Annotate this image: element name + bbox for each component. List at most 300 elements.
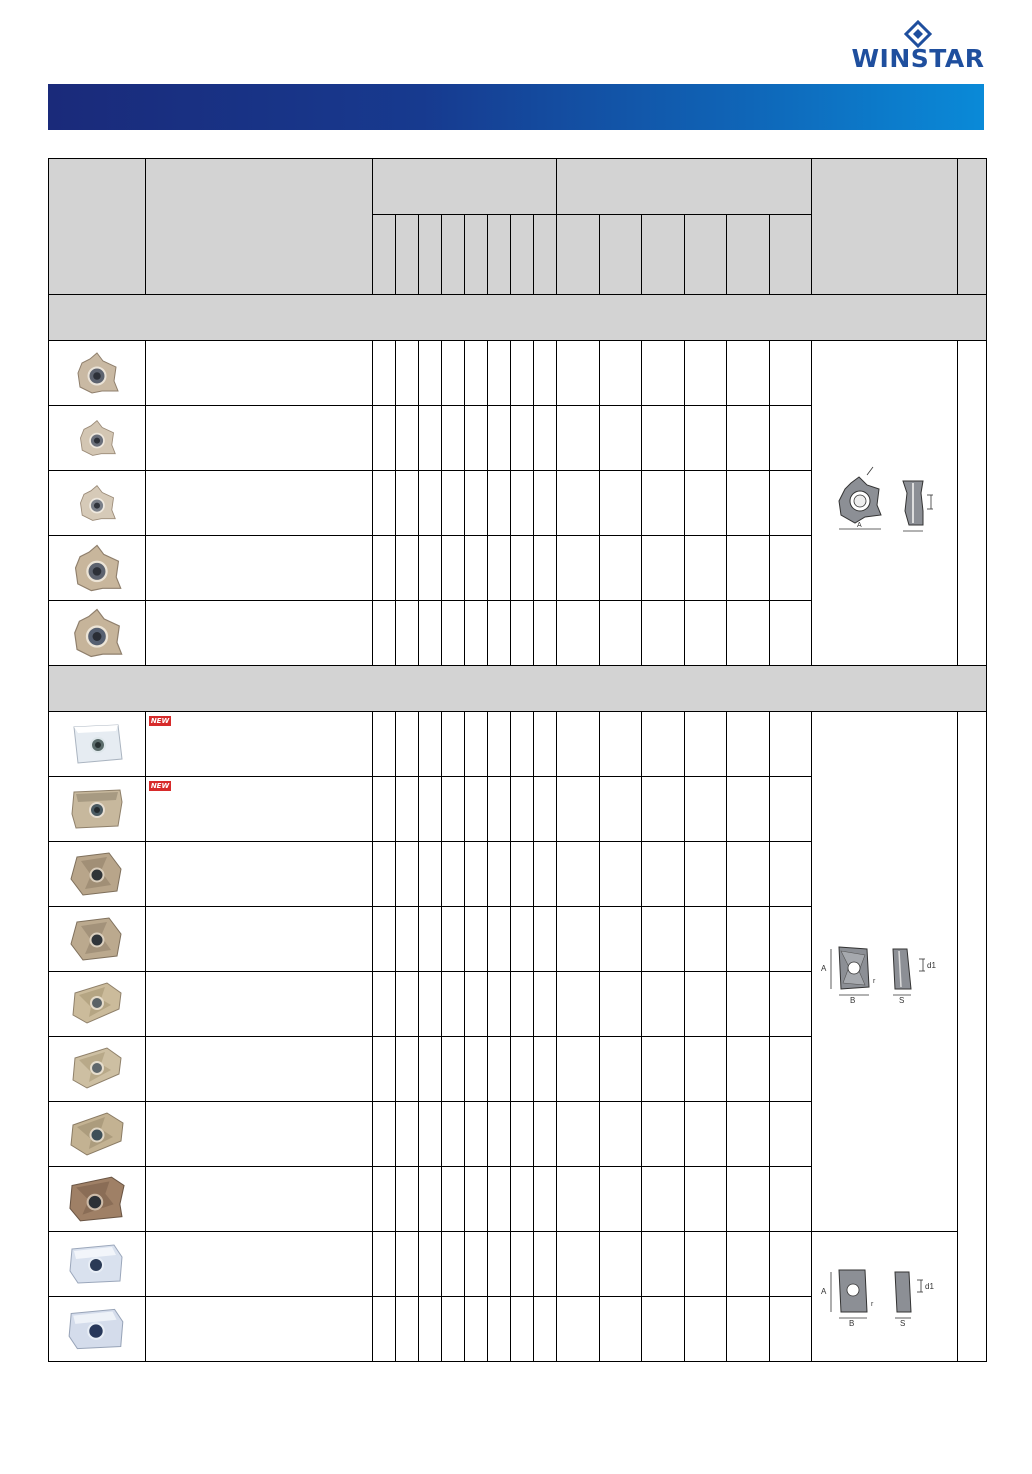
dimension-cell	[685, 1297, 727, 1362]
insert-table	[48, 158, 987, 1362]
rect-insert-icon	[66, 786, 128, 832]
insert-image	[49, 1167, 146, 1232]
designation-cell	[146, 341, 373, 406]
grade-cell	[442, 1102, 465, 1167]
header-banner	[48, 84, 984, 130]
grade-cell	[534, 1102, 557, 1167]
grade-cell	[511, 1297, 534, 1362]
grade-cell	[511, 1037, 534, 1102]
grade-cell	[488, 341, 511, 406]
grade-cell	[511, 341, 534, 406]
grade-cell	[534, 601, 557, 666]
designation-cell	[146, 1297, 373, 1362]
grade-cell	[442, 1167, 465, 1232]
dimension-cell	[685, 972, 727, 1037]
dimension-cell	[600, 341, 642, 406]
diagram-label-b: B	[848, 1318, 854, 1328]
grade-cell	[534, 712, 557, 777]
grade-cell	[442, 1037, 465, 1102]
dimension-cell	[727, 842, 770, 907]
grade-cell	[488, 907, 511, 972]
grade-cell	[396, 1037, 419, 1102]
dimension-cell	[727, 1297, 770, 1362]
grade-cell	[396, 1232, 419, 1297]
dimension-cell	[770, 1297, 812, 1362]
designation-cell	[146, 1102, 373, 1167]
dimension-col-header	[770, 215, 812, 295]
dimension-cell	[770, 601, 812, 666]
grade-cell	[488, 842, 511, 907]
insert-image	[49, 1037, 146, 1102]
dimension-cell	[727, 1232, 770, 1297]
grade-cell	[419, 1167, 442, 1232]
grade-cell	[373, 1102, 396, 1167]
grade-cell	[419, 842, 442, 907]
insert-image	[49, 471, 146, 536]
insert-image	[49, 406, 146, 471]
rect-insert-icon	[67, 849, 127, 899]
grade-cell	[373, 1037, 396, 1102]
dimension-cell	[685, 1037, 727, 1102]
page-ref-cell	[958, 712, 987, 1362]
grade-cell	[419, 536, 442, 601]
grade-cell	[465, 601, 488, 666]
dimension-col-header	[600, 215, 642, 295]
grade-cell	[419, 341, 442, 406]
dimension-cell	[642, 1167, 685, 1232]
grade-cell	[534, 341, 557, 406]
dimension-cell	[557, 1102, 600, 1167]
dimension-cell	[685, 471, 727, 536]
dimension-cell	[642, 1297, 685, 1362]
dimension-cell	[642, 1102, 685, 1167]
grade-cell	[488, 777, 511, 842]
grade-cell	[442, 471, 465, 536]
insert-image	[49, 842, 146, 907]
grade-cell	[511, 907, 534, 972]
dimension-cell	[727, 601, 770, 666]
grade-cell	[396, 1297, 419, 1362]
wedge-insert-icon	[77, 418, 117, 458]
dimension-col-header	[642, 215, 685, 295]
dimension-cell	[600, 536, 642, 601]
grade-cell	[465, 1167, 488, 1232]
grade-cell	[442, 777, 465, 842]
dimension-cell	[600, 1232, 642, 1297]
dimension-cell	[727, 712, 770, 777]
grade-cell	[465, 471, 488, 536]
insert-image	[49, 1102, 146, 1167]
diagram-label-r: r	[870, 1300, 873, 1308]
grade-cell	[419, 777, 442, 842]
dimension-cell	[557, 471, 600, 536]
dimension-cell	[642, 471, 685, 536]
dimension-cell	[770, 907, 812, 972]
dimension-cell	[600, 601, 642, 666]
grade-cell	[488, 406, 511, 471]
designation-cell	[146, 972, 373, 1037]
grade-cell	[396, 1102, 419, 1167]
grade-cell	[396, 1167, 419, 1232]
grade-cell	[442, 842, 465, 907]
insert-image	[49, 601, 146, 666]
dimension-cell	[557, 1167, 600, 1232]
designation-cell	[146, 712, 373, 777]
dimension-cell	[600, 842, 642, 907]
grade-cell	[419, 972, 442, 1037]
grade-cell	[534, 777, 557, 842]
grade-cell	[396, 907, 419, 972]
grade-cell	[488, 1037, 511, 1102]
grade-cell	[396, 601, 419, 666]
grade-cell	[442, 712, 465, 777]
winstar-logo	[848, 20, 988, 72]
grade-cell	[419, 601, 442, 666]
new-badge: NEW	[150, 782, 170, 790]
grade-cell	[534, 907, 557, 972]
dimension-cell	[600, 1102, 642, 1167]
dimension-cell	[685, 842, 727, 907]
dimension-cell	[642, 842, 685, 907]
grade-cell	[511, 1102, 534, 1167]
dimension-cell	[727, 777, 770, 842]
dimension-cell	[557, 972, 600, 1037]
rect-insert-icon	[65, 1305, 129, 1353]
dimension-cell	[727, 406, 770, 471]
grade-cell	[465, 712, 488, 777]
dimension-cell	[685, 712, 727, 777]
grade-cell	[511, 712, 534, 777]
dimension-cell	[727, 1037, 770, 1102]
dimension-cell	[642, 406, 685, 471]
grade-cell	[465, 1297, 488, 1362]
grade-cell	[373, 1297, 396, 1362]
dimension-cell	[770, 1037, 812, 1102]
grade-cell	[419, 712, 442, 777]
rect-dimension-diagram-1	[815, 937, 955, 1007]
dimension-col-header	[727, 215, 770, 295]
grade-cell	[465, 1037, 488, 1102]
insert-image	[49, 1232, 146, 1297]
grade-cell	[534, 1167, 557, 1232]
designation-cell	[146, 406, 373, 471]
grade-cell	[511, 842, 534, 907]
dimension-cell	[642, 907, 685, 972]
section-header-2	[49, 666, 987, 712]
grade-col-header	[534, 215, 557, 295]
dimension-cell	[770, 712, 812, 777]
grade-col-header	[396, 215, 419, 295]
header-grade-group	[373, 159, 557, 215]
dimension-cell	[557, 842, 600, 907]
dimension-cell	[557, 777, 600, 842]
grade-col-header	[442, 215, 465, 295]
diagram-label-d1: d1	[924, 1281, 934, 1291]
dimension-cell	[685, 406, 727, 471]
rect-insert-icon	[65, 1173, 129, 1225]
insert-image	[49, 1297, 146, 1362]
dimension-cell	[557, 1037, 600, 1102]
grade-cell	[465, 1102, 488, 1167]
dimension-cell	[600, 1297, 642, 1362]
dimension-cell	[727, 1167, 770, 1232]
dimension-cell	[685, 1102, 727, 1167]
dimension-cell	[770, 536, 812, 601]
designation-cell	[146, 1232, 373, 1297]
grade-cell	[442, 1232, 465, 1297]
designation-cell	[146, 601, 373, 666]
grade-cell	[465, 341, 488, 406]
dimension-cell	[642, 601, 685, 666]
grade-cell	[534, 1037, 557, 1102]
insert-image	[49, 712, 146, 777]
dimension-cell	[600, 907, 642, 972]
grade-cell	[442, 406, 465, 471]
dimension-cell	[685, 1167, 727, 1232]
diagram-label-a: A	[820, 1286, 826, 1296]
grade-cell	[373, 601, 396, 666]
diagram-label-d1: d1	[926, 960, 936, 970]
designation-cell	[146, 471, 373, 536]
grade-cell	[534, 471, 557, 536]
designation-cell	[146, 777, 373, 842]
header-image-col	[49, 159, 146, 295]
dimension-cell	[770, 842, 812, 907]
header-page-col	[958, 159, 987, 295]
dimension-cell	[600, 471, 642, 536]
rect-insert-icon	[67, 979, 127, 1029]
grade-cell	[534, 842, 557, 907]
grade-cell	[396, 842, 419, 907]
insert-image	[49, 536, 146, 601]
grade-cell	[488, 471, 511, 536]
grade-col-header	[488, 215, 511, 295]
grade-col-header	[511, 215, 534, 295]
dimension-cell	[727, 972, 770, 1037]
designation-cell	[146, 536, 373, 601]
grade-cell	[396, 341, 419, 406]
designation-cell	[146, 842, 373, 907]
diagram-label-a: A	[856, 522, 862, 529]
grade-cell	[488, 601, 511, 666]
header-diagram-col	[812, 159, 958, 295]
grade-cell	[534, 406, 557, 471]
dimension-cell	[600, 972, 642, 1037]
grade-cell	[488, 1102, 511, 1167]
grade-cell	[442, 536, 465, 601]
wedge-dimension-diagram	[815, 463, 955, 543]
grade-cell	[465, 1232, 488, 1297]
logo-text: WINSTAR	[851, 44, 985, 73]
rect-dimension-diagram-2	[815, 1262, 955, 1332]
dimension-cell	[557, 536, 600, 601]
wedge-insert-icon	[77, 483, 117, 523]
rect-insert-icon	[67, 914, 127, 964]
insert-image	[49, 972, 146, 1037]
diagram-label-a: A	[820, 963, 826, 973]
grade-col-header	[465, 215, 488, 295]
grade-cell	[534, 536, 557, 601]
grade-cell	[396, 471, 419, 536]
diagram-label-b: B	[849, 995, 855, 1005]
grade-cell	[373, 341, 396, 406]
dimension-cell	[600, 406, 642, 471]
grade-cell	[419, 1232, 442, 1297]
rect-insert-icon	[67, 1044, 127, 1094]
grade-cell	[488, 536, 511, 601]
dimension-cell	[557, 712, 600, 777]
dimension-cell	[727, 1102, 770, 1167]
dimension-cell	[642, 712, 685, 777]
grade-cell	[511, 777, 534, 842]
new-badge: NEW	[150, 717, 170, 725]
grade-cell	[419, 907, 442, 972]
grade-cell	[511, 536, 534, 601]
dimension-cell	[600, 1167, 642, 1232]
square-insert-icon	[68, 721, 126, 767]
dimension-cell	[642, 972, 685, 1037]
dimension-cell	[685, 341, 727, 406]
grade-cell	[373, 1232, 396, 1297]
grade-cell	[511, 972, 534, 1037]
designation-cell	[146, 907, 373, 972]
grade-cell	[488, 972, 511, 1037]
insert-image	[49, 907, 146, 972]
grade-cell	[534, 972, 557, 1037]
dimension-cell	[727, 907, 770, 972]
insert-image	[49, 777, 146, 842]
header-designation-col	[146, 159, 373, 295]
dimension-cell	[685, 777, 727, 842]
dimension-cell	[727, 471, 770, 536]
dimension-cell	[727, 536, 770, 601]
rect-insert-diagram	[812, 712, 958, 1232]
dimension-cell	[600, 712, 642, 777]
grade-cell	[442, 1297, 465, 1362]
grade-cell	[465, 536, 488, 601]
grade-cell	[419, 1297, 442, 1362]
dimension-cell	[642, 536, 685, 601]
designation-cell	[146, 1037, 373, 1102]
dimension-cell	[770, 406, 812, 471]
dimension-cell	[770, 1232, 812, 1297]
dimension-cell	[685, 1232, 727, 1297]
page-ref-cell	[958, 341, 987, 666]
grade-cell	[396, 972, 419, 1037]
grade-cell	[465, 907, 488, 972]
dimension-cell	[642, 1232, 685, 1297]
grade-cell	[488, 712, 511, 777]
grade-cell	[511, 1232, 534, 1297]
dimension-cell	[770, 471, 812, 536]
dimension-cell	[642, 777, 685, 842]
dimension-cell	[600, 777, 642, 842]
rect-insert-icon	[66, 1109, 128, 1159]
dimension-cell	[642, 341, 685, 406]
insert-image	[49, 341, 146, 406]
wedge-insert-icon	[71, 540, 123, 596]
dimension-cell	[557, 601, 600, 666]
dimension-cell	[557, 341, 600, 406]
grade-cell	[373, 712, 396, 777]
grade-cell	[373, 907, 396, 972]
dimension-cell	[770, 341, 812, 406]
diagram-label-s: S	[899, 1318, 905, 1328]
dimension-cell	[557, 406, 600, 471]
grade-cell	[373, 972, 396, 1037]
grade-cell	[465, 777, 488, 842]
grade-cell	[373, 536, 396, 601]
grade-cell	[488, 1232, 511, 1297]
rect-insert-icon	[66, 1241, 128, 1287]
dimension-cell	[642, 1037, 685, 1102]
grade-cell	[373, 777, 396, 842]
dimension-cell	[557, 1232, 600, 1297]
dimension-cell	[685, 536, 727, 601]
dimension-col-header	[557, 215, 600, 295]
grade-col-header	[373, 215, 396, 295]
dimension-cell	[770, 1102, 812, 1167]
grade-cell	[534, 1297, 557, 1362]
grade-cell	[396, 406, 419, 471]
wedge-insert-diagram	[812, 341, 958, 666]
grade-cell	[373, 406, 396, 471]
grade-cell	[373, 842, 396, 907]
dimension-cell	[557, 907, 600, 972]
grade-cell	[511, 406, 534, 471]
grade-cell	[442, 341, 465, 406]
grade-cell	[396, 777, 419, 842]
dimension-cell	[600, 1037, 642, 1102]
grade-cell	[419, 471, 442, 536]
grade-cell	[442, 972, 465, 1037]
wedge-insert-icon	[74, 351, 120, 395]
diagram-label-r: r	[872, 977, 875, 985]
grade-cell	[442, 907, 465, 972]
dimension-col-header	[685, 215, 727, 295]
dimension-cell	[770, 1167, 812, 1232]
grade-cell	[396, 712, 419, 777]
grade-cell	[534, 1232, 557, 1297]
dimension-cell	[770, 777, 812, 842]
grade-cell	[465, 842, 488, 907]
grade-cell	[419, 406, 442, 471]
grade-cell	[488, 1297, 511, 1362]
wedge-insert-icon	[70, 605, 124, 661]
grade-cell	[511, 601, 534, 666]
grade-col-header	[419, 215, 442, 295]
diagram-label-s: S	[898, 995, 904, 1005]
grade-cell	[373, 471, 396, 536]
grade-cell	[511, 471, 534, 536]
dimension-cell	[685, 601, 727, 666]
grade-cell	[488, 1167, 511, 1232]
grade-cell	[373, 1167, 396, 1232]
grade-cell	[442, 601, 465, 666]
section-header-1	[49, 295, 987, 341]
designation-cell	[146, 1167, 373, 1232]
header-dimension-group	[557, 159, 812, 215]
dimension-cell	[770, 972, 812, 1037]
rect-insert-diagram-2	[812, 1232, 958, 1362]
grade-cell	[396, 536, 419, 601]
dimension-cell	[685, 907, 727, 972]
grade-cell	[465, 972, 488, 1037]
grade-cell	[465, 406, 488, 471]
grade-cell	[419, 1102, 442, 1167]
dimension-cell	[557, 1297, 600, 1362]
grade-cell	[511, 1167, 534, 1232]
